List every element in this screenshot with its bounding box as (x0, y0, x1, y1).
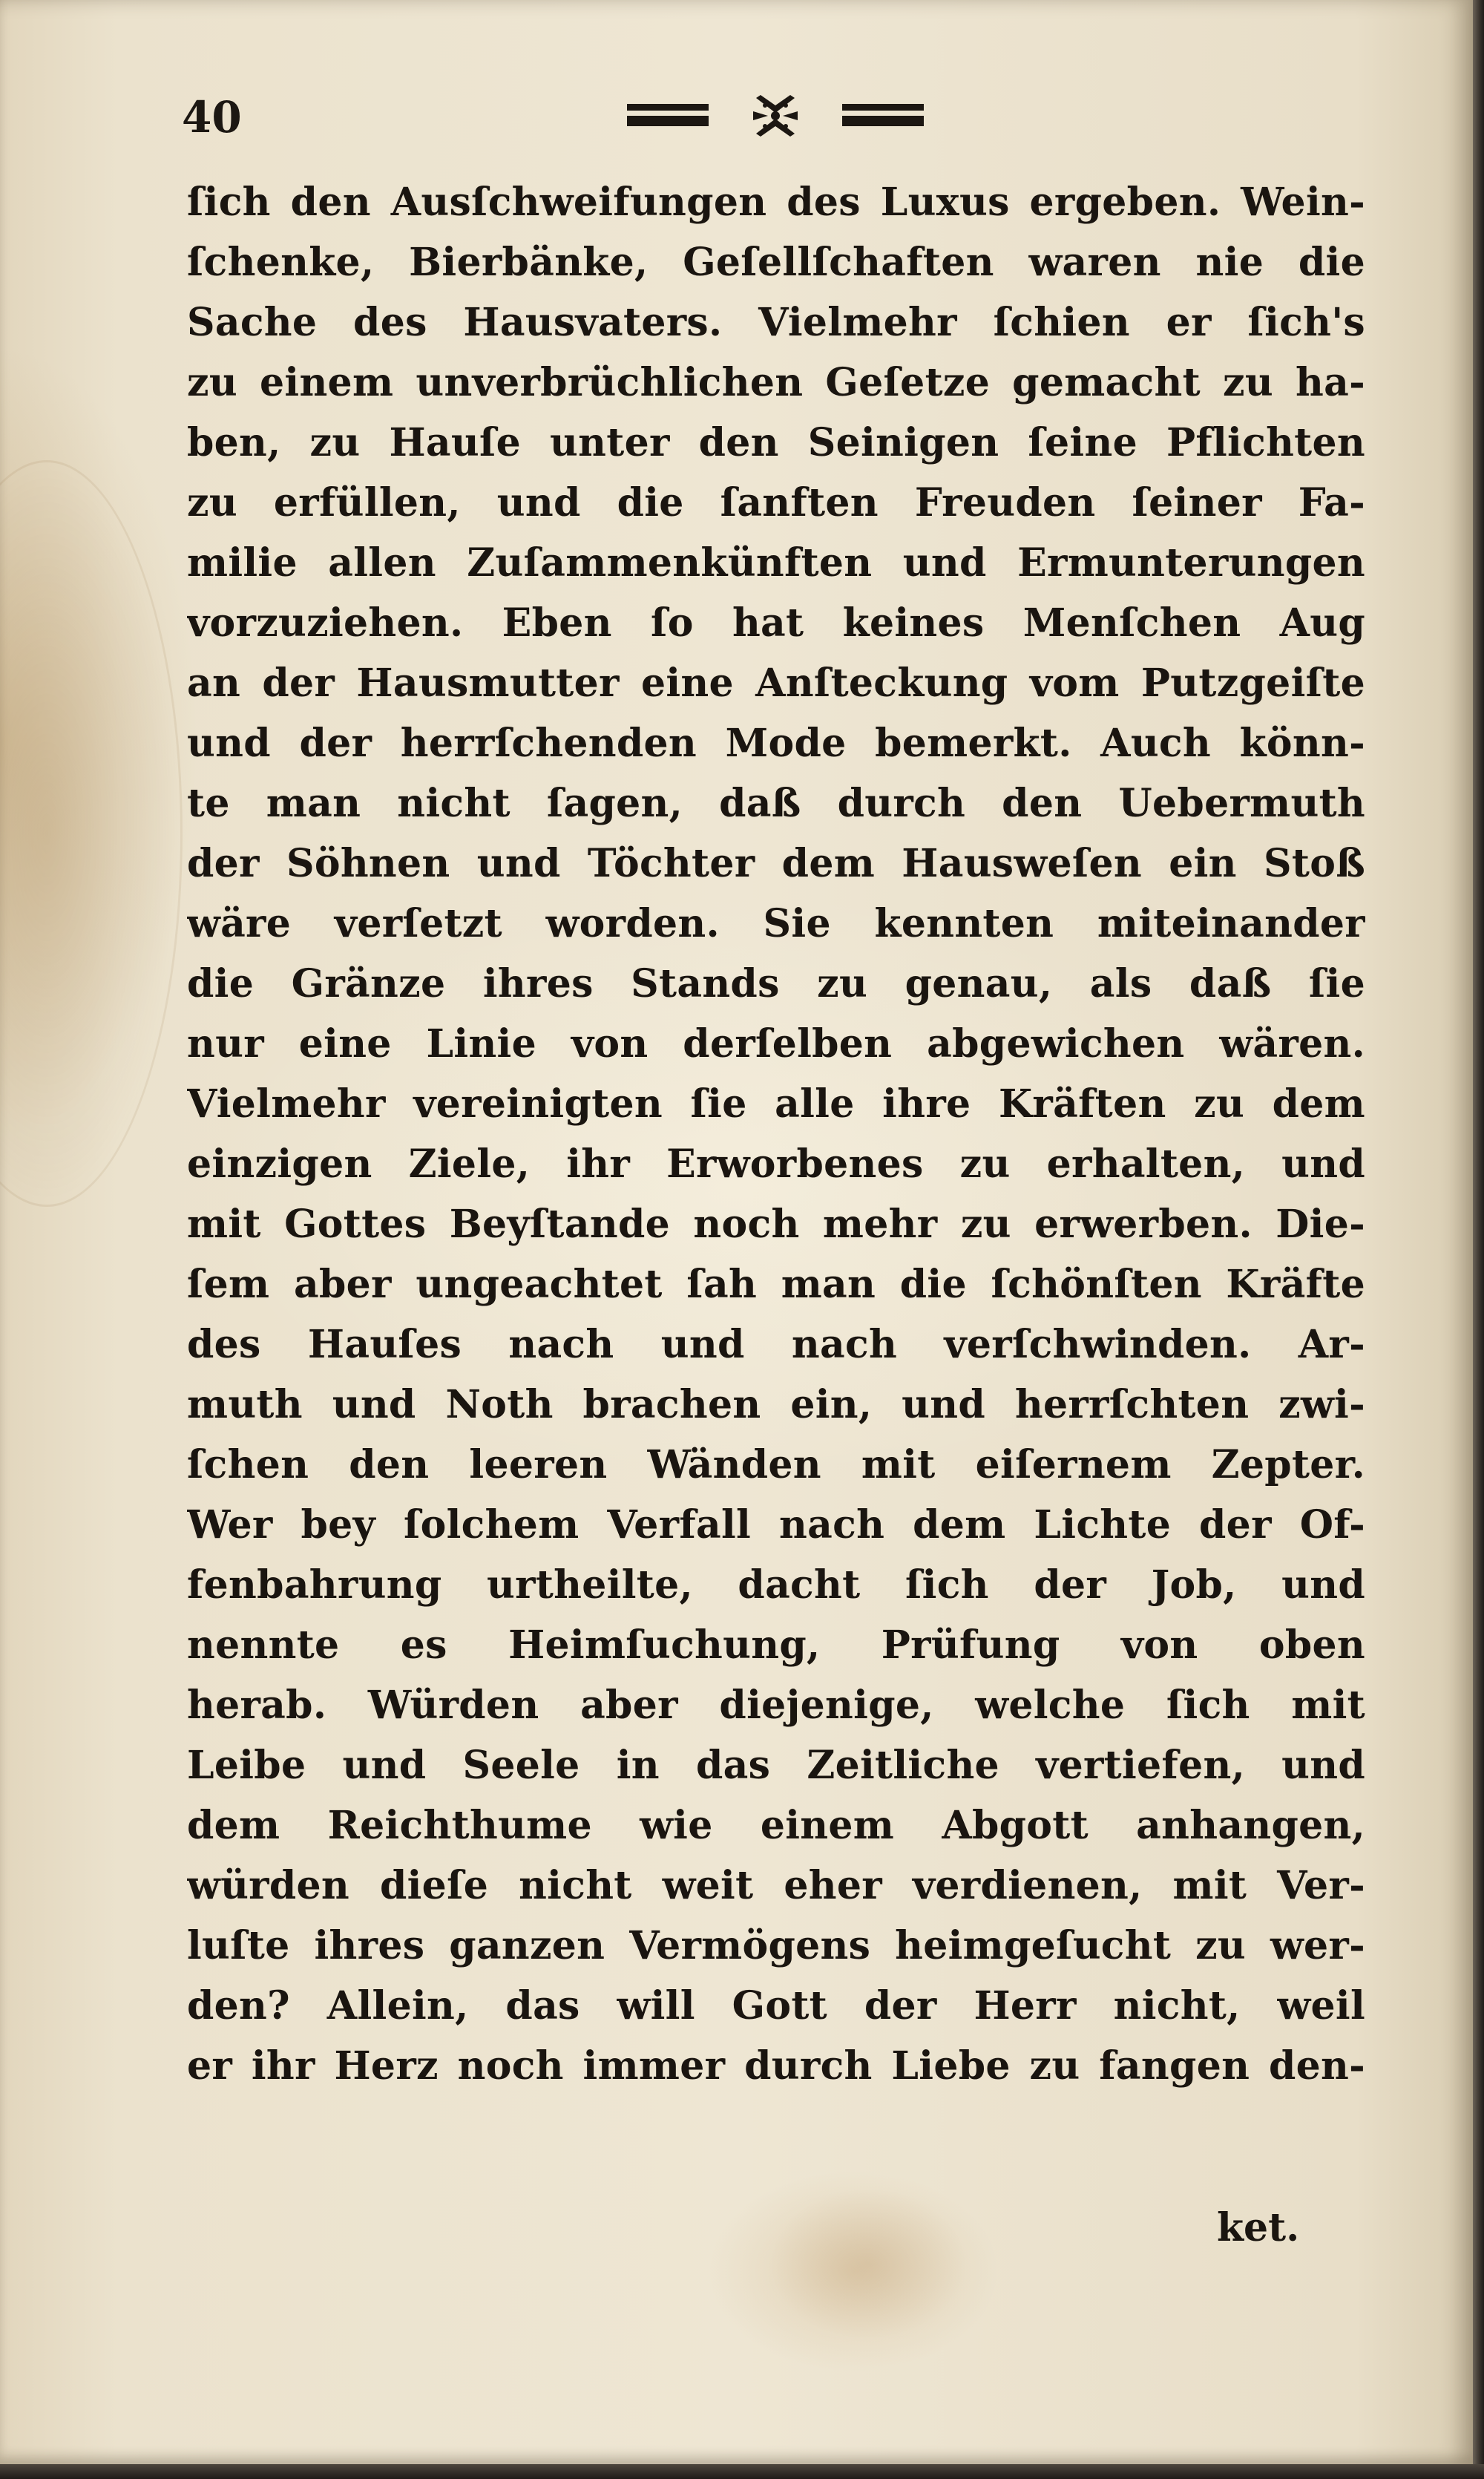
text-line: nur eine Linie von derſelben abgewichen wären. (187, 1021, 1365, 1067)
text-line: fenbahrung urtheilte, dacht ſich der Job, und (187, 1562, 1365, 1608)
text-line: die Gränze ihres Stands zu genau, als daß ſie (187, 961, 1365, 1006)
text-line: ſich den Ausſchweifungen des Luxus ergeben. Wein- (187, 180, 1365, 225)
page-bottom-edge (0, 2464, 1484, 2479)
page-header (182, 89, 1332, 148)
text-line: den? Allein, das will Gott der Herr nicht, weil (187, 1983, 1365, 2028)
text-line: herab. Würden aber diejenige, welche ſich mit (187, 1683, 1365, 1728)
text-line: ben, zu Hauſe unter den Seinigen ſeine Pflichten (187, 420, 1365, 465)
text-line: te man nicht ſagen, daß durch den Uebermuth (187, 781, 1365, 826)
text-line: Vielmehr vereinigten ſie alle ihre Kräften zu dem (187, 1081, 1365, 1127)
text-line: milie allen Zuſammenkünften und Ermunterungen (187, 540, 1365, 586)
body-text (187, 172, 1365, 2096)
text-line: der Söhnen und Töchter dem Hausweſen ein Stoß (187, 841, 1365, 886)
text-line: luſte ihres ganzen Vermögens heimgeſucht zu wer- (187, 1923, 1365, 1968)
water-stain-left (0, 460, 183, 1207)
text-line: und der herrſchenden Mode bemerkt. Auch könn- (187, 721, 1365, 766)
catchword: ket. (1217, 2205, 1300, 2250)
text-line: er ihr Herz noch immer durch Liebe zu fangen den- (187, 2043, 1365, 2089)
text-line: dem Reichthume wie einem Abgott anhangen, (187, 1803, 1365, 1848)
text-line: zu einem unverbrüchlichen Geſetze gemacht zu ha- (187, 360, 1365, 405)
text-line: Leibe und Seele in das Zeitliche vertiefen, und (187, 1743, 1365, 1788)
text-line: ſchen den leeren Wänden mit eiſernem Zepter. (187, 1442, 1365, 1487)
text-line: Sache des Hausvaters. Vielmehr ſchien er ſich's (187, 300, 1365, 345)
text-line: würden dieſe nicht weit eher verdienen, mit Ver- (187, 1863, 1365, 1908)
text-line: wäre verſetzt worden. Sie kennten miteinander (187, 901, 1365, 946)
header-ornament-icon (627, 94, 924, 138)
text-line: Wer bey ſolchem Verfall nach dem Lichte der Of- (187, 1502, 1365, 1548)
text-line: muth und Noth brachen ein, und herrſchten zwi- (187, 1382, 1365, 1427)
text-line: einzigen Ziele, ihr Erworbenes zu erhalten, und (187, 1142, 1365, 1187)
text-line: mit Gottes Beyſtande noch mehr zu erwerben. Die- (187, 1202, 1365, 1247)
text-line: nennte es Heimſuchung, Prüfung von oben (187, 1622, 1365, 1668)
book-gutter (1473, 0, 1484, 2479)
text-line: des Hauſes nach und nach verſchwinden. Ar- (187, 1322, 1365, 1367)
text-line: vorzuziehen. Eben ſo hat keines Menſchen Aug (187, 600, 1365, 646)
text-line: ſchenke, Bierbänke, Geſellſchaften waren nie die (187, 240, 1365, 285)
page-number: 40 (182, 92, 242, 143)
text-line: an der Hausmutter eine Anſteckung vom Putzgeiſte (187, 661, 1365, 706)
text-line: zu erfüllen, und die ſanften Freuden ſeiner Fa- (187, 480, 1365, 525)
water-stain-bottom (772, 2190, 965, 2338)
text-line: ſem aber ungeachtet ſah man die ſchönſten Kräfte (187, 1262, 1365, 1307)
